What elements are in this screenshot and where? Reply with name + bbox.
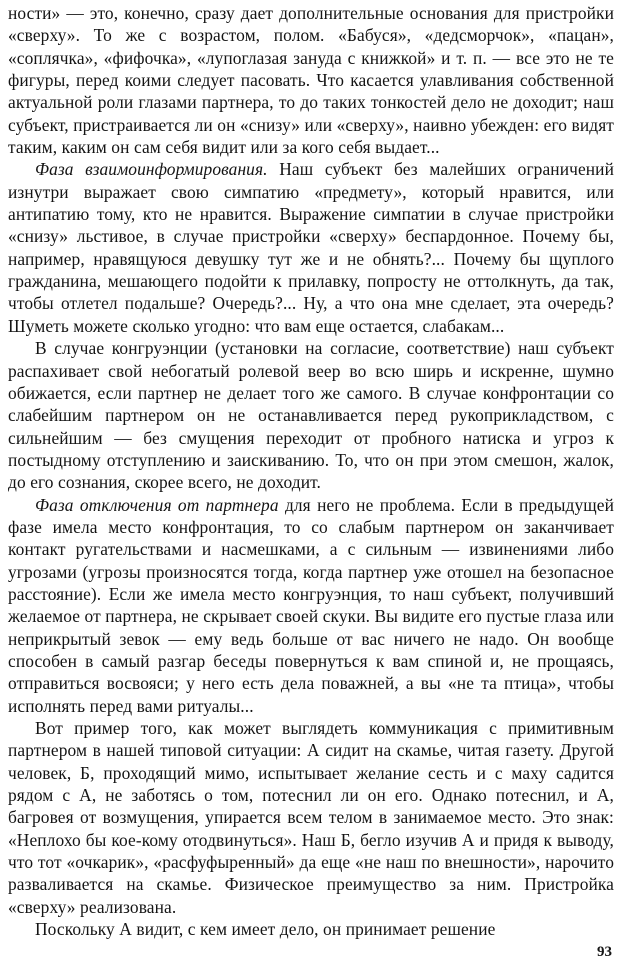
paragraph-last-line xyxy=(8,918,614,940)
page-number: 93 xyxy=(597,944,612,960)
paragraph-text: В случае конгруэнции (установки на согласие, соответствие) наш субъект распахивает свой небогатый ролевой веер во всю ширь и искренне, шумно обижается, если партнер не делает того же самого. В случае конфронтации со слабейшим партнером он не останавливается перед рукоприкладством, с сильнейшим — без смущения переходит от пробного натиска и угроз к постыдному отступлению и заискиванию. То, что он при этом смешон, жалок, до его сознания, скорее всего, не доходит. xyxy=(8,338,614,493)
paragraph-text: Наш субъект без малейших ограничений изнутри выражает свою симпатию «предмету», который нравится, или антипатию тому, кто не нравится. Выражение симпатии в случае пристройки «снизу» льстивое, в случае пристройки «сверху» беспардонное. Почему бы, например, нравящуюся девушку тут же и не обнять?... Почему бы щуплого гражданина, мешающего подойти к прилавку, попросту не оттолкнуть, да так, чтобы отлетел подальше? Очередь?... Ну, а что она мне сделает, эта очередь? Шуметь можете сколько угодно: что вам еще остается, слабакам... xyxy=(8,159,614,336)
paragraph-example xyxy=(8,717,614,918)
body-text xyxy=(8,2,614,940)
phase-heading: Фаза отключения от партнера xyxy=(35,494,279,515)
paragraph-disengagement-phase xyxy=(8,494,614,717)
paragraph-text: Вот пример того, как может выглядеть коммуникация с примитивным партнером в нашей типовой ситуации: А сидит на скамье, читая газету. Другой человек, Б, проходящий мимо, испытывает желание сесть и с маху садится рядом с А, не заботясь о том, потеснил ли он его. Однако потеснил, и А, багровея от возмущения, упирается всем телом в занимаемое место. Это знак: «Неплохо бы кое-кому отодвинуться». Наш Б, бегло изучив А и придя к выводу, что тот «очкарик», «расфуфыренный» да еще «не наш по внешности», нарочито разваливается на скамье. Физическое преимущество за ним. Пристройка «сверху» реализована. xyxy=(8,718,614,917)
phase-heading: Фаза взаимоинформирования. xyxy=(35,159,268,180)
paragraph-text: для него не проблема. Если в предыдущей фазе имела место конфронтация, то со слабым партнером он заканчивает контакт ругательствами и насмешками, а с сильным — извинениями либо угрозами (угрозы произносятся тогда, когда партнер уже отошел на безопасное расстояние). Если же имела место конгруэнция, то наш субъект, получивший желаемое от партнера, не скрывает своей скуки. Вы видите его пустые глаза или неприкрытый зевок — ему ведь больше от вас ничего не надо. Он вообще способен в самый разгар беседы повернуться к вам спиной и, не прощаясь, отправиться восвояси; у него есть дела поважней, а вы «не та птица», чтобы исполнять перед вами ритуалы... xyxy=(8,494,614,716)
paragraph-congruence xyxy=(8,337,614,493)
paragraph-information-exchange-phase xyxy=(8,158,614,337)
paragraph-continuation xyxy=(8,2,614,158)
paragraph-text: ности» — это, конечно, сразу дает дополнительные основания для пристройки «сверху». То же с возрастом, полом. «Бабуся», «дедсморчок», «пацан», «соплячка», «фифочка», «лупоглазая зануда с книжкой» и т. п. — все это не те фигуры, перед коими следует пасовать. Что касается улавливания собственной актуальной роли глазами партнера, то до таких тонкостей дело не доходит; наш субъект, пристраивается ли он «снизу» или «сверху», наивно убежден: его видят таким, каким он сам себя видит или за кого себя выдает... xyxy=(8,3,614,158)
paragraph-text: Поскольку А видит, с кем имеет дело, он принимает решение xyxy=(35,919,496,940)
